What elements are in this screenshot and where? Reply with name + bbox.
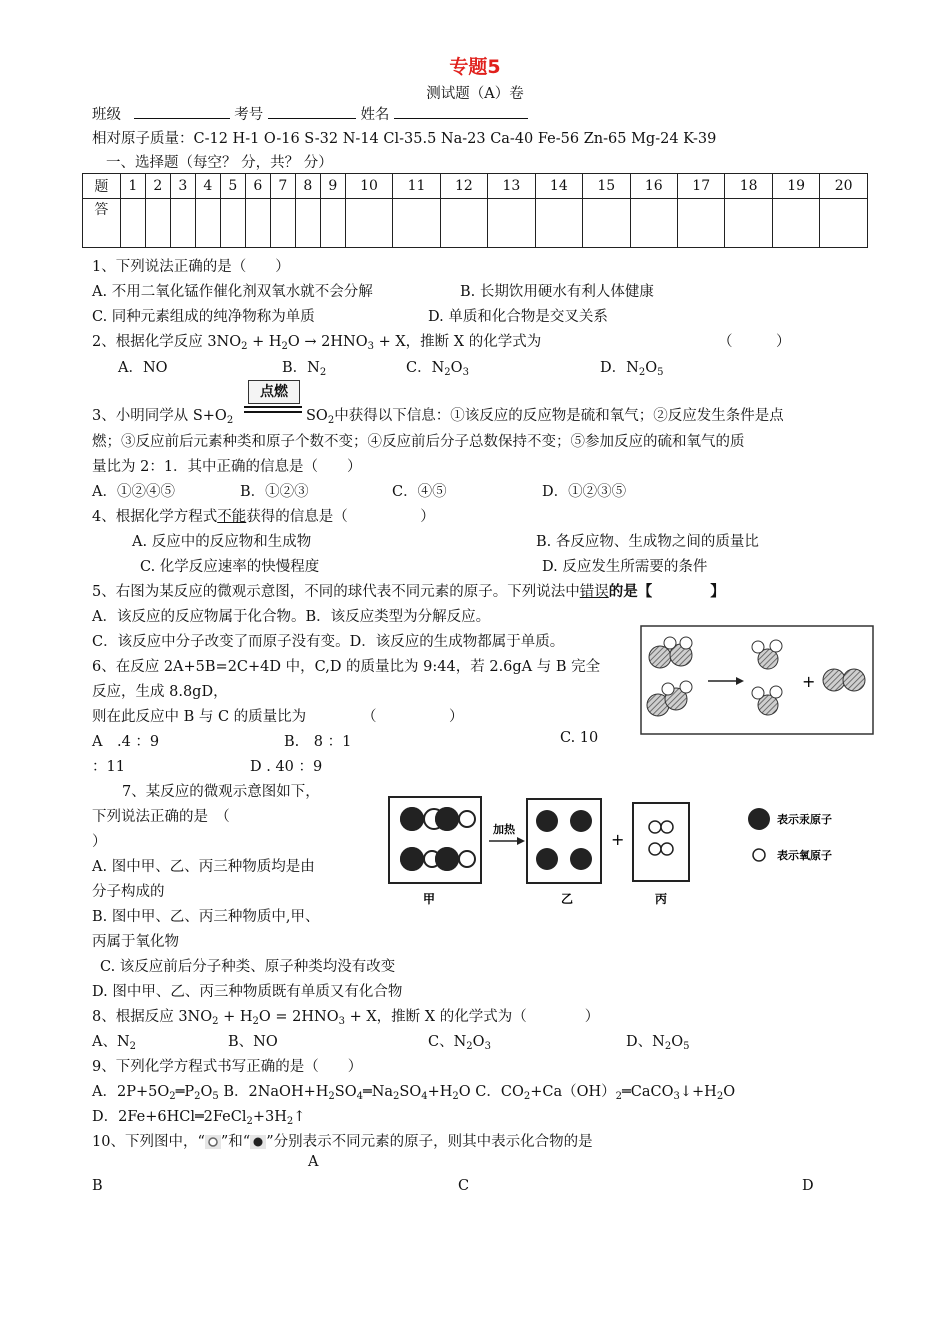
answer-cell[interactable]: [583, 199, 630, 248]
ignite-label: 点燃: [248, 380, 300, 404]
atomic-masses: 相对原子质量：C-12 H-1 O-16 S-32 N-14 Cl-35.5 Na-23 Ca-40 Fe-56 Zn-65 Mg-24 K-39: [92, 131, 717, 147]
q1-option-b[interactable]: B. 长期饮用硬水有利人体健康: [460, 284, 654, 300]
answer-cell[interactable]: [295, 199, 320, 248]
answer-cell[interactable]: [220, 199, 245, 248]
q6-option-c-cont: ：11: [92, 759, 125, 775]
question-number-cell: 10: [345, 174, 392, 199]
q2-option-c[interactable]: C．$N_2O_3$: [406, 360, 469, 378]
answer-cell[interactable]: [270, 199, 295, 248]
q3-line1-end: $SO_2$中获得以下信息：①该反应的反应物是硫和氧气；②反应发生条件是点: [306, 408, 784, 426]
answer-table: [82, 173, 868, 248]
question-number-cell: 15: [583, 174, 630, 199]
answer-cell[interactable]: [195, 199, 220, 248]
answer-cell[interactable]: [170, 199, 195, 248]
equals-line-bottom: [244, 411, 302, 413]
q3-option-c[interactable]: C．④⑤: [392, 484, 447, 500]
q4-stem: 4、根据化学方程式不能获得的信息是（ ）: [92, 509, 435, 525]
q7-micro-diagram: [385, 793, 855, 913]
q2-option-b[interactable]: B．$N_2$: [282, 360, 327, 378]
q9-options-abc: [92, 1080, 735, 1102]
box-bing: [633, 803, 689, 881]
question-number-cell: 5: [220, 174, 245, 199]
question-number-cell: 20: [820, 174, 868, 199]
question-number-cell: 9: [320, 174, 345, 199]
q6-line2: 反应，生成 8.8gD，: [92, 684, 228, 700]
q8-option-c[interactable]: C、$N_2O_3$: [428, 1034, 491, 1052]
q5-options-ab: A．该反应的反应物属于化合物。B．该反应类型为分解反应。: [92, 609, 491, 625]
q7-line3: ）: [92, 834, 107, 850]
answer-cell[interactable]: [630, 199, 677, 248]
answer-cell[interactable]: [772, 199, 819, 248]
legend-mercury: [748, 808, 832, 830]
q6-option-c[interactable]: C. 10: [560, 730, 599, 746]
answer-cell[interactable]: [320, 199, 345, 248]
row-label-question: 题: [83, 174, 121, 199]
hollow-atom-icon: [205, 1135, 221, 1149]
question-number-cell: 4: [195, 174, 220, 199]
q7-option-b-line1[interactable]: B. 图中甲、乙、丙三种物质中,甲、: [92, 909, 320, 925]
q6-line3: 则在此反应中 B 与 C 的质量比为: [92, 709, 307, 725]
q7-option-d[interactable]: D. 图中甲、乙、丙三种物质既有单质又有化合物: [92, 984, 403, 1000]
answer-cell[interactable]: [677, 199, 724, 248]
page-title: 专题5: [449, 56, 501, 78]
question-number-cell: 16: [630, 174, 677, 199]
q7-option-a-line2: 分子构成的: [92, 884, 165, 900]
q7-option-a-line1[interactable]: A. 图中甲、乙、丙三种物质均是由: [92, 859, 315, 875]
q6-line1: 6、在反应 2A+5B=2C+4D 中，C,D 的质量比为 9:44，若 2.6gA 与 B 完全: [92, 659, 601, 675]
name-blank[interactable]: [394, 103, 528, 119]
heat-arrow: [489, 837, 525, 845]
q5-options-cd: C．该反应中分子改变了而原子没有变。D．该反应的生成物都属于单质。: [92, 634, 565, 650]
legend-oxygen-label: 表示氧原子: [777, 849, 832, 862]
box-yi: [527, 799, 601, 883]
question-number-cell: 8: [295, 174, 320, 199]
q7-line2: 下列说法正确的是 （: [92, 809, 230, 825]
q4-option-a[interactable]: A. 反应中的反应物和生成物: [132, 534, 312, 550]
question-number-cell: 12: [440, 174, 487, 199]
q9-option-d[interactable]: D．$2Fe+6HCl═2FeCl_2+3H_2↑$: [92, 1109, 306, 1127]
question-number-cell: 18: [725, 174, 772, 199]
class-label: 班级: [92, 107, 121, 123]
q7-line1: 7、某反应的微观示意图如下，: [122, 784, 320, 800]
q5-stem: 5、右图为某反应的微观示意图，不同的球代表不同元素的原子。下列说法中错误的是【 】: [92, 583, 725, 600]
answer-cell[interactable]: [820, 199, 868, 248]
q10-stem: 10、下列图中，“ ”和“ ”分别表示不同元素的原子，则其中表示化合物的是: [92, 1134, 593, 1150]
label-jia: 甲: [423, 892, 436, 906]
question-number-cell: 2: [145, 174, 170, 199]
q3-reaction-condition: [244, 379, 302, 413]
q2-bracket: （ ）: [718, 334, 791, 350]
heat-label: 加热: [493, 823, 515, 836]
q4-option-d[interactable]: D. 反应发生所需要的条件: [542, 559, 708, 575]
q6-option-a[interactable]: A .4 ：9: [92, 734, 160, 750]
q3-line2: 燃；③反应前后元素种类和原子个数不变；④反应前后分子总数保持不变；⑤参加反应的硫和氧气的质: [92, 434, 745, 450]
exam-no-blank[interactable]: [268, 103, 356, 119]
q3-option-a[interactable]: A．①②④⑤: [92, 484, 175, 500]
q9-option-b[interactable]: B．$2NaOH+H_2SO_4═Na_2SO_4+H_2O$: [223, 1084, 471, 1102]
q9-stem: 9、下列化学方程式书写正确的是（ ）: [92, 1059, 363, 1075]
question-number-cell: 13: [488, 174, 535, 199]
q6-option-d[interactable]: D . 40 ：9: [250, 759, 323, 775]
q4-option-c[interactable]: C. 化学反应速率的快慢程度: [140, 559, 320, 575]
answer-cell[interactable]: [345, 199, 392, 248]
plus-sign: +: [802, 672, 816, 691]
q10-label-d[interactable]: D: [802, 1178, 814, 1194]
question-number-cell: 6: [245, 174, 270, 199]
q8-option-d[interactable]: D、$N_2O_5$: [626, 1034, 690, 1052]
q10-label-b[interactable]: B: [92, 1178, 103, 1194]
q1-option-c[interactable]: C. 同种元素组成的纯净物称为单质: [92, 309, 315, 325]
q10-label-c[interactable]: C: [458, 1178, 470, 1194]
answer-cell[interactable]: [245, 199, 270, 248]
answer-cell[interactable]: [120, 199, 145, 248]
q8-option-b[interactable]: B、NO: [228, 1034, 278, 1050]
row-label-answer: 答: [83, 199, 121, 248]
question-number-cell: 7: [270, 174, 295, 199]
q9-option-a[interactable]: A．$2P+5O_2═P_2O_5$: [92, 1084, 219, 1102]
q8-option-a[interactable]: A、$N_2$: [92, 1034, 137, 1052]
class-blank[interactable]: [134, 103, 230, 119]
label-yi: 乙: [561, 892, 574, 906]
q1-option-a[interactable]: A. 不用二氧化锰作催化剂双氧水就不会分解: [92, 284, 373, 300]
q9-option-c[interactable]: C．$CO_2+Ca(OH)_2═CaCO_3↓+H_2O$: [475, 1084, 736, 1102]
q5-micro-diagram: [640, 625, 874, 735]
student-info-line: [92, 103, 528, 124]
question-number-cell: 17: [677, 174, 724, 199]
box-jia: [389, 797, 481, 883]
legend-mercury-label: 表示汞原子: [777, 813, 832, 826]
answer-table-number-row: [83, 174, 868, 199]
question-number-cell: 14: [535, 174, 582, 199]
q6-option-b[interactable]: B. 8 ：1: [284, 734, 352, 750]
plus-sign: +: [611, 830, 625, 849]
answer-cell[interactable]: [535, 199, 582, 248]
answer-cell[interactable]: [488, 199, 535, 248]
name-label: 姓名: [360, 107, 390, 123]
q6-bracket: （ ）: [362, 709, 464, 725]
answer-cell[interactable]: [440, 199, 487, 248]
q7-option-b-line2: 丙属于氧化物: [92, 934, 179, 950]
question-number-cell: 3: [170, 174, 195, 199]
answer-cell[interactable]: [725, 199, 772, 248]
page-subtitle: 测试题（A）卷: [426, 86, 524, 102]
solid-atom-icon: [250, 1135, 266, 1149]
q3-option-d[interactable]: D．①②③⑤: [542, 484, 627, 500]
q3-line1-start: 3、小明同学从 $S+O_2$: [92, 408, 234, 426]
section-heading: 一、选择题（每空？ 分，共？ 分）: [106, 155, 333, 171]
q1-option-d[interactable]: D. 单质和化合物是交叉关系: [428, 309, 608, 325]
q3-option-b[interactable]: B．①②③: [240, 484, 309, 500]
question-number-cell: 19: [772, 174, 819, 199]
answer-cell[interactable]: [393, 199, 440, 248]
label-bing: 丙: [655, 892, 668, 906]
q2-option-d[interactable]: D．$N_2O_5$: [600, 360, 664, 378]
question-number-cell: 1: [120, 174, 145, 199]
answer-table-answer-row: [83, 199, 868, 248]
q10-label-a[interactable]: A: [308, 1154, 319, 1170]
answer-cell[interactable]: [145, 199, 170, 248]
legend-oxygen: [753, 848, 832, 862]
q4-option-b[interactable]: B. 各反应物、生成物之间的质量比: [536, 534, 759, 550]
q3-line3: 量比为 2：1．其中正确的信息是（ ）: [92, 459, 362, 475]
q7-option-c[interactable]: C. 该反应前后分子种类、原子种类均没有改变: [100, 959, 396, 975]
q2-stem: 2、根据化学反应 $3NO_2 + H_2O \to 2HNO_3 + X$，推断 X 的化学式为: [92, 334, 542, 352]
equals-line-top: [244, 406, 302, 408]
q2-option-a[interactable]: A．NO: [118, 360, 168, 376]
q8-stem: 8、根据反应 $3NO_2 + H_2O = 2HNO_3 + X$，推断 X 的化学式为（ ）: [92, 1009, 600, 1027]
exam-no-label: 考号: [234, 107, 264, 123]
question-number-cell: 11: [393, 174, 440, 199]
q1-stem: 1、下列说法正确的是（ ）: [92, 259, 290, 275]
